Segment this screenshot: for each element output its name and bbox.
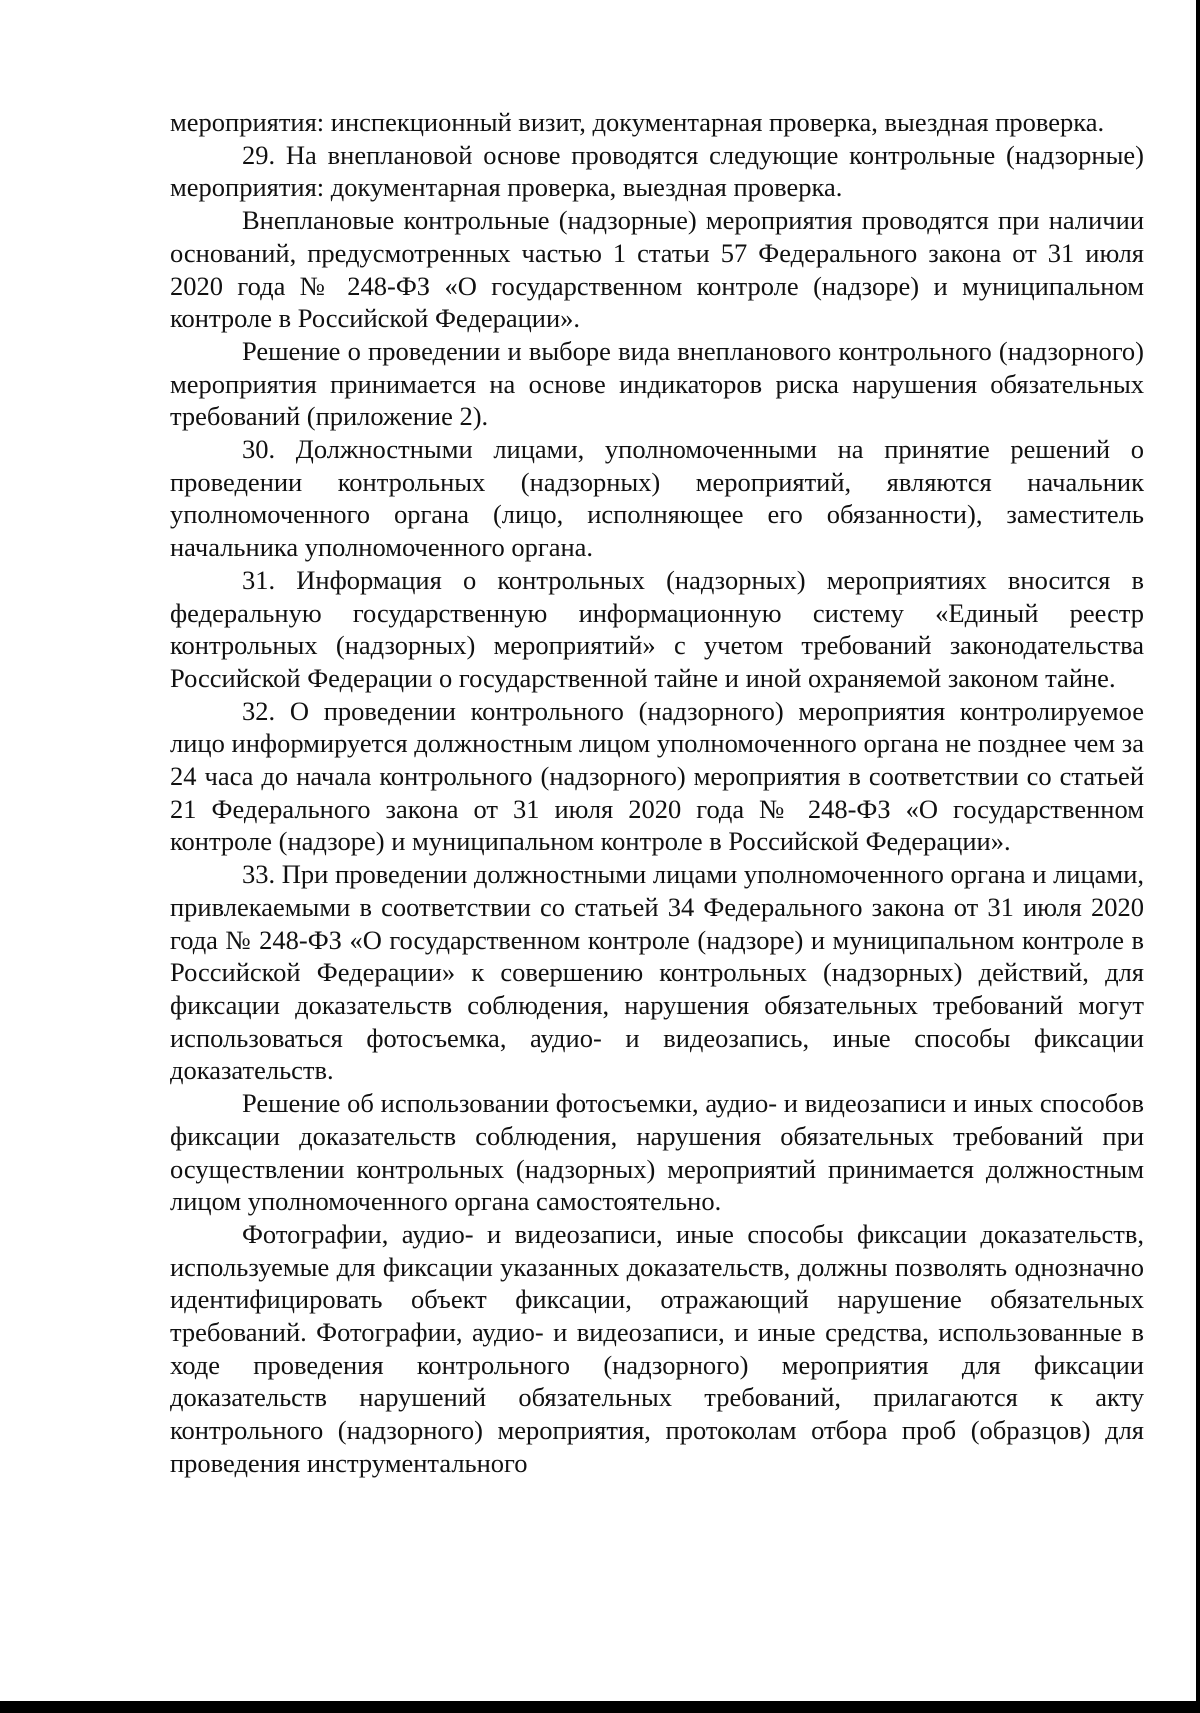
paragraph-item-33: 33. При проведении должностными лицами уполномоченного органа и лицами, привлекаемыми в соответствии со статьей 34 Федерального закона от 31 июля 2020 года № 248-ФЗ «О государственном контроле (надзоре) и муниципальном контроле в Российской Федерации» к совершению контрольных (надзорных) действий, для фиксации доказательств соблюдения, нарушения обязательных требований могут использоваться фотосъемка, аудио- и видеозапись, иные способы фиксации доказательств. [170, 859, 1144, 1086]
paragraph-unscheduled-grounds: Внеплановые контрольные (надзорные) мероприятия проводятся при наличии оснований, предусмотренных частью 1 статьи 57 Федерального закона от 31 июля 2020 года № 248-ФЗ «О государственном контроле (надзоре) и муниципальном контроле в Российской Федерации». [170, 205, 1144, 334]
paragraph-item-31: 31. Информация о контрольных (надзорных) мероприятиях вносится в федеральную государственную информационную систему «Единый реестр контрольных (надзорных) мероприятий» с учетом требований законодательства Российской Федерации о государственной тайне и иной охраняемой законом тайне. [170, 564, 1144, 693]
paragraph-continuation: мероприятия: инспекционный визит, документарная проверка, выездная проверка. [170, 107, 1105, 137]
paragraph-item-30: 30. Должностными лицами, уполномоченными на принятие решений о проведении контрольных (надзорных) мероприятий, являются начальник уполномоченного органа (лицо, исполняющее его обязанности), заместитель начальника уполномоченного органа. [170, 434, 1144, 563]
paragraph-item-29: 29. На внеплановой основе проводятся следующие контрольные (надзорные) мероприятия: документарная проверка, выездная проверка. [170, 139, 1144, 203]
document-body [170, 106, 1144, 1480]
paragraph-photo-requirements: Фотографии, аудио- и видеозаписи, иные способы фиксации доказательств, используемые для фиксации указанных доказательств, должны позволять однозначно идентифицировать объект фиксации, отражающий нарушение обязательных требований. Фотографии, аудио- и видеозаписи, и иные средства, использованные в ходе проведения контрольного (надзорного) мероприятия для фиксации доказательств нарушений обязательных требований, прилагаются к акту контрольного (надзорного) мероприятия, протоколам отбора проб (образцов) для проведения инструментального [170, 1218, 1144, 1478]
scan-edge-bottom [0, 1701, 1200, 1713]
scan-edge-right [1196, 0, 1200, 1713]
paragraph-unscheduled-decision: Решение о проведении и выборе вида внепланового контрольного (надзорного) мероприятия принимается на основе индикаторов риска нарушения обязательных требований (приложение 2). [170, 335, 1144, 432]
paragraph-fixation-decision: Решение об использовании фотосъемки, аудио- и видеозаписи и иных способов фиксации доказательств соблюдения, нарушения обязательных требований при осуществлении контрольных (надзорных) мероприятий принимается должностным лицом уполномоченного органа самостоятельно. [170, 1088, 1144, 1217]
paragraph-item-32: 32. О проведении контрольного (надзорного) мероприятия контролируемое лицо информируется должностным лицом уполномоченного органа не позднее чем за 24 часа до начала контрольного (надзорного) мероприятия в соответствии со статьей 21 Федерального закона от 31 июля 2020 года № 248-ФЗ «О государственном контроле (надзоре) и муниципальном контроле в Российской Федерации». [170, 695, 1144, 857]
